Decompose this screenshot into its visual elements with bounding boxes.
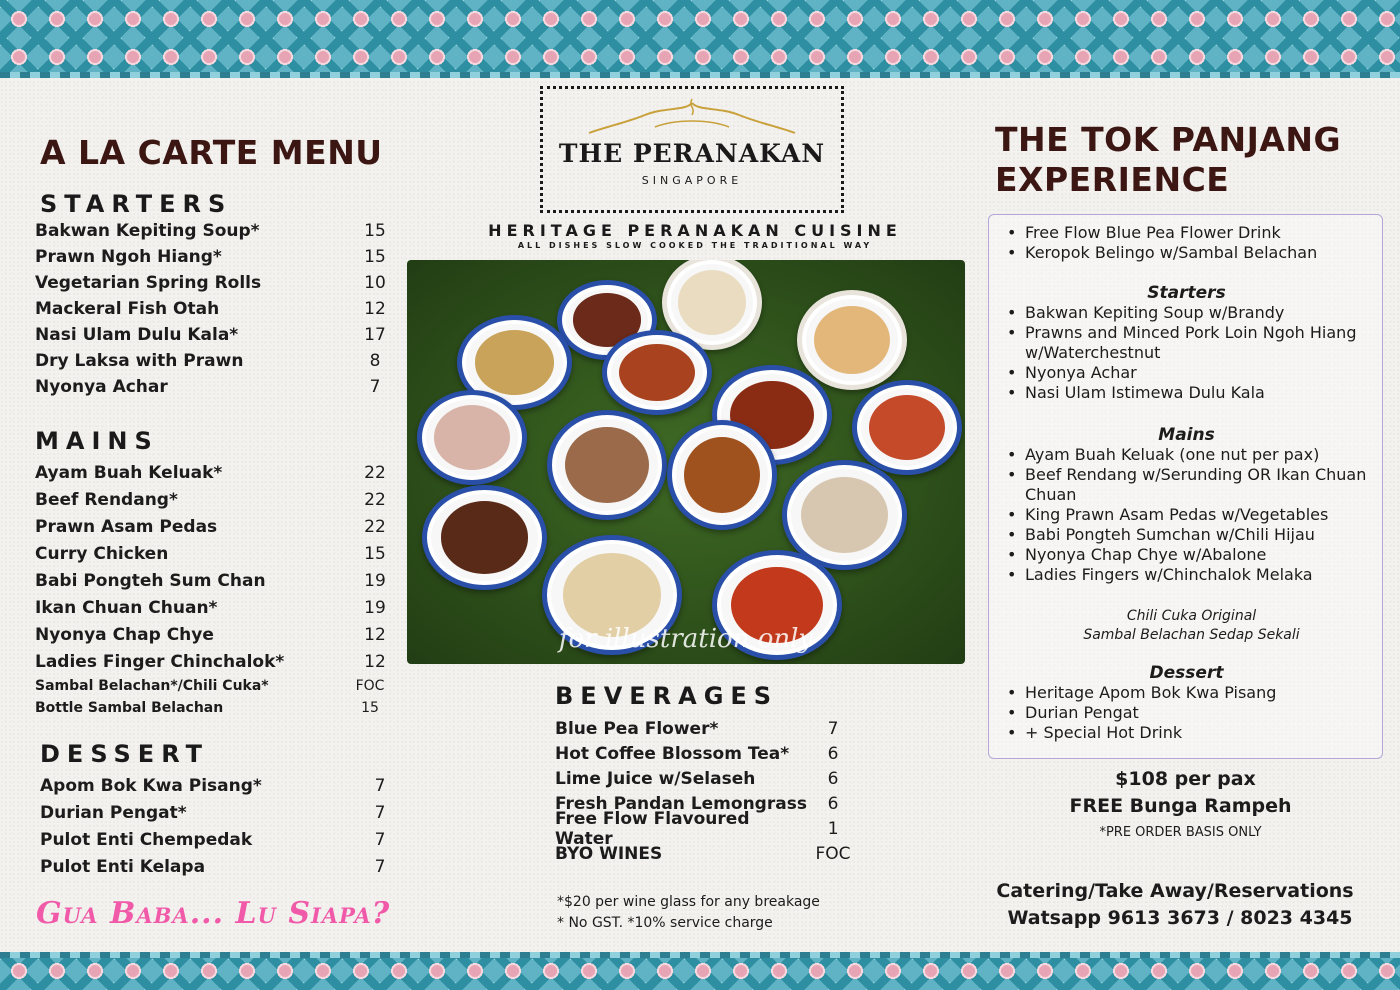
sauce-line: Sambal Belachan Sedap Sekali [1083,627,1300,643]
intro-list [1004,223,1379,263]
menu-item: Dry Laksa with Prawn 8 [35,351,381,371]
menu-item: Ladies Finger Chinchalok* 12 [35,651,386,672]
list-item: • Nasi Ulam Istimewa Dulu Kala [1004,383,1379,403]
menu-item: Nyonya Chap Chye 12 [35,624,386,645]
menu-item: Beef Rendang* 22 [35,489,386,510]
menu-item: Ayam Buah Keluak* 22 [35,462,386,483]
mains-subheading: Mains [1158,425,1215,445]
logo-name: THE PERANAKAN [558,139,826,168]
beverage-notes [557,892,820,934]
tok-mains-list [1004,445,1379,585]
menu-item: Curry Chicken 15 [35,543,386,564]
starters-heading: STARTERS [40,190,233,218]
menu-item: BYO WINES FOC [555,843,851,864]
menu-item: Free Flow Flavoured Water 1 [555,808,839,849]
note-breakage: *$20 per wine glass for any breakage [557,894,820,910]
menu-item: Babi Pongteh Sum Chan 19 [35,570,386,591]
tok-dessert-list [1004,683,1379,743]
photo-caption: for illustration only [558,624,814,654]
logo-sub: SINGAPORE [641,174,743,187]
list-item: • King Prawn Asam Pedas w/Vegetables [1004,505,1379,525]
list-item: • Keropok Belingo w/Sambal Belachan [1004,243,1379,263]
flourish-ornament-icon [585,97,799,137]
list-item: • Beef Rendang w/Serunding OR Ikan Chuan Chuan [1004,465,1379,505]
tok-starters-list [1004,303,1379,403]
logo [540,86,844,213]
list-item: • Bakwan Kepiting Soup w/Brandy [1004,303,1379,323]
menu-item: Hot Coffee Blossom Tea* 6 [555,743,839,764]
list-item: • Heritage Apom Bok Kwa Pisang [1004,683,1379,703]
menu-item: Lime Juice w/Selaseh 6 [555,768,839,789]
menu-item-extra: Sambal Belachan*/Chili Cuka* FOC [35,678,385,694]
sauce-line: Chili Cuka Original [1126,608,1257,624]
menu-item: Pulot Enti Chempedak 7 [40,829,386,850]
list-item: • Babi Pongteh Sumchan w/Chili Hijau [1004,525,1379,545]
slogan: Gua Baba... Lu Siapa? [36,896,391,931]
starters-subheading: Starters [1147,283,1226,303]
list-item: • Ladies Fingers w/Chinchalok Melaka [1004,565,1379,585]
note-gst: * No GST. *10% service charge [557,915,773,931]
menu-item: Prawn Ngoh Hiang* 15 [35,247,386,267]
heritage-title: HERITAGE PERANAKAN CUISINE [488,221,902,240]
catering-line: Catering/Take Away/Reservations [996,880,1354,902]
list-item: • Ayam Buah Keluak (one nut per pax) [1004,445,1379,465]
mains-heading: MAINS [35,427,159,455]
list-item: • Nyonya Chap Chye w/Abalone [1004,545,1379,565]
dessert-heading: DESSERT [40,740,209,768]
beverages-list [555,716,855,866]
starters-list [35,218,390,400]
menu-item: Prawn Asam Pedas 22 [35,516,386,537]
menu-item: Vegetarian Spring Rolls 10 [35,273,386,293]
menu-item: Apom Bok Kwa Pisang* 7 [40,775,386,796]
tok-panjang-title: THE TOK PANJANG EXPERIENCE [995,120,1342,199]
food-photo [407,260,965,664]
free-offer: FREE Bunga Rampeh [1069,795,1292,817]
menu-item-extra: Bottle Sambal Belachan 15 [35,700,379,716]
preorder-note: *PRE ORDER BASIS ONLY [1099,825,1262,840]
tok-panjang-content [1004,223,1379,743]
list-item: • + Special Hot Drink [1004,723,1379,743]
list-item: • Nyonya Achar [1004,363,1379,383]
tile-border-top [0,0,1400,78]
dessert-subheading: Dessert [1149,663,1224,683]
heritage-subtitle: ALL DISHES SLOW COOKED THE TRADITIONAL WAY [517,241,873,250]
menu-item: Pulot Enti Kelapa 7 [40,856,386,877]
menu-item: Bakwan Kepiting Soup* 15 [35,221,386,241]
list-item: • Prawns and Minced Pork Loin Ngoh Hiang w/Waterchestnut [1004,323,1379,363]
contact-numbers: Watsapp 9613 3673 / 8023 4345 [1007,907,1353,929]
price-per-pax: $108 per pax [1115,768,1256,790]
list-item: • Durian Pengat [1004,703,1379,723]
mains-list [35,459,390,719]
menu-item: Durian Pengat* 7 [40,802,386,823]
menu-item: Ikan Chuan Chuan* 19 [35,597,386,618]
menu-item: Mackeral Fish Otah 12 [35,299,386,319]
a-la-carte-title: A LA CARTE MENU [40,133,383,172]
tile-border-bottom [0,952,1400,990]
list-item: • Free Flow Blue Pea Flower Drink [1004,223,1379,243]
menu-item: Fresh Pandan Lemongrass 6 [555,793,839,814]
beverages-heading: BEVERAGES [555,682,779,710]
dessert-list [40,772,395,880]
menu-item: Nasi Ulam Dulu Kala* 17 [35,325,386,345]
menu-item: Blue Pea Flower* 7 [555,718,839,739]
menu-item: Nyonya Achar 7 [35,377,381,397]
